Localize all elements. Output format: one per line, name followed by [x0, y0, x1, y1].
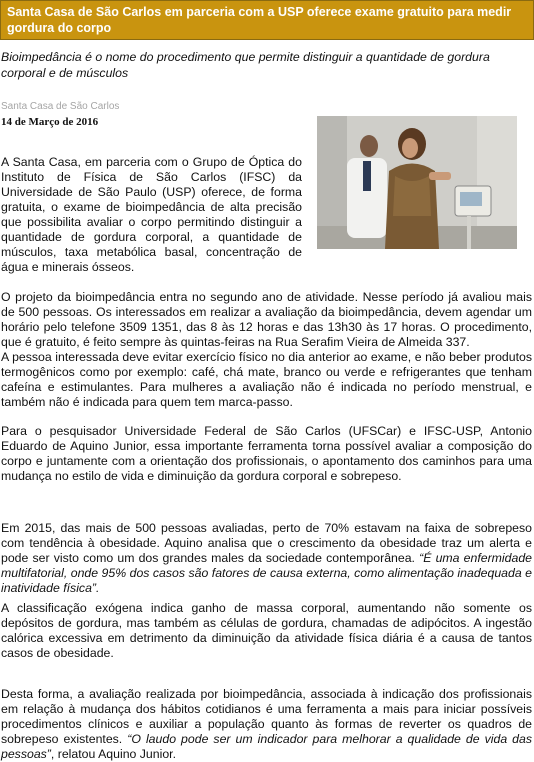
paragraph-7-quote: “O laudo pode ser um indicador para melhorar a qualidade de vida das pessoas” — [1, 732, 533, 761]
paragraph-5-text: Em 2015, das mais de 500 pessoas avaliadas, perto de 70% estavam na faixa de sobrepeso com tendência à obesidade. Aquino analisa que o crescimento da obesidade traz um alerta e pode ser visto como um dos grandes males da sociedade contemporânea. — [1, 521, 532, 565]
paragraph-3: A pessoa interessada deve evitar exercício físico no dia anterior ao exame, e não beber produtos termogênicos como por exemplo: café, chá mate, branco ou verde e refrigerantes que tenham cafeína e estimulantes. Para mulheres a avaliação não é indicada no período menstrual, e também não é indicada para quem tem marca-passo. — [1, 350, 532, 409]
article-headline: Santa Casa de São Carlos em parceria com a USP oferece exame gratuito para medir gordura do corpo — [0, 0, 534, 40]
paragraph-5-quote: “É uma enfermidade multifatorial, onde 95% dos casos são fatores de causa externa, como alimentação inadequada e inatividade física”. — [1, 551, 533, 595]
paragraph-1: A Santa Casa, em parceria com o Grupo de Óptica do Instituto de Física de São Carlos (IFSC) da Universidade de São Paulo (USP) oferece, de forma gratuita, o exame de bioimpedância de alta precisão que possibilita avaliar o corpo permitindo distinguir a quantidade de gordura corporal, a quantidade de músculos, taxa metabólica basal, concentração de água e minerais ósseos. — [1, 155, 302, 274]
article-source: Santa Casa de São Carlos — [1, 101, 120, 112]
article-subtitle: Bioimpedância é o nome do procedimento que permite distinguir a quantidade de gordura corporal e de músculos — [1, 50, 490, 80]
paragraph-2: O projeto da bioimpedância entra no segundo ano de atividade. Nesse período já avaliou mais de 500 pessoas. Os interessados em realizar a avaliação da bioimpedância, devem agendar um horário pelo telefone 3509 1351, das 8 às 12 horas e das 13h30 às 17 horas. O procedimento, que é gratuito, é feito sempre às quintas-feiras na Rua Serafim Vieira de Almeida 337. — [1, 290, 532, 349]
paragraph-4: Para o pesquisador Universidade Federal de São Carlos (UFSCar) e IFSC-USP, Antonio Eduardo de Aquino Junior, essa importante ferramenta torna possível avaliar a composição do corpo e juntamente com a orientação dos profissionais, o apontamento dos caminhos para uma mudança no estilo de vida e diminuição da gordura corporal e sobrepeso. — [1, 424, 532, 483]
paragraph-7 — [1, 687, 532, 762]
article-photo — [317, 116, 517, 249]
paragraph-7-end: , relatou Aquino Junior. — [50, 747, 177, 761]
photo-illustration — [317, 116, 517, 249]
article-date: 14 de Março de 2016 — [1, 116, 99, 128]
paragraph-7-text: Desta forma, a avaliação realizada por bioimpedância, associada à indicação dos profissionais em relação à mudança dos hábitos cotidianos é uma ferramenta a mais para iniciar possíveis procedimentos clínicos e auxiliar a população quanto às formas de reverter os quadros de sobrepeso existentes. — [1, 687, 532, 746]
paragraph-6: A classificação exógena indica ganho de massa corporal, aumentando não somente os depósitos de gordura, mas também as células de gordura, chamadas de adipócitos. A ingestão calórica excessiva em detrimento da diminuição da atividade física diária é a causa de tantos casos de obesidade. — [1, 601, 532, 660]
paragraph-5 — [1, 521, 532, 596]
